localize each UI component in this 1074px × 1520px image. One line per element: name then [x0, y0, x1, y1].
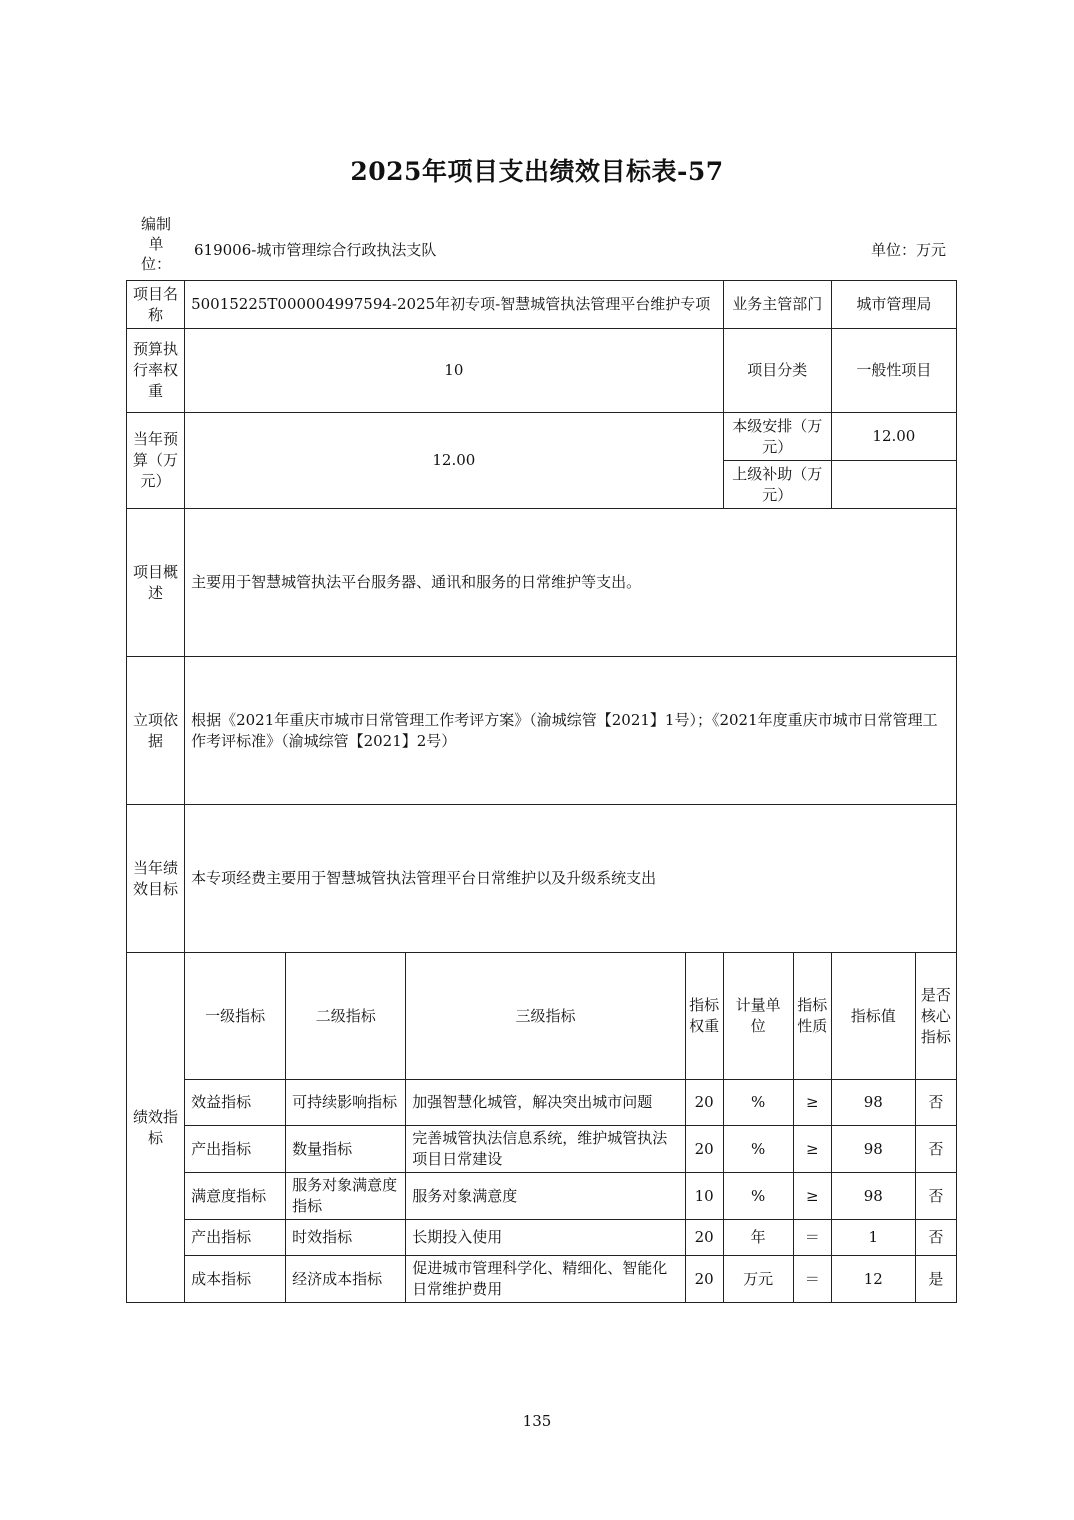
indicator-unit: % — [723, 1173, 793, 1220]
indicator-nature: ≥ — [793, 1173, 831, 1220]
header-unit: 计量单位 — [723, 953, 793, 1080]
indicator-core: 是 — [915, 1256, 956, 1303]
unit-label-line: 单 — [148, 235, 164, 253]
exec-weight-label: 预算执行率权重 — [127, 329, 185, 413]
dept-label: 业务主管部门 — [723, 281, 831, 329]
indicator-value: 98 — [831, 1126, 915, 1173]
indicator-value: 98 — [831, 1080, 915, 1126]
indicator-weight: 20 — [685, 1256, 723, 1303]
indicator-l2: 数量指标 — [286, 1126, 406, 1173]
header-weight: 指标权重 — [685, 953, 723, 1080]
table-row — [127, 1256, 957, 1303]
unit-label — [136, 214, 176, 274]
indicator-unit: 万元 — [723, 1256, 793, 1303]
indicator-l3: 完善城管执法信息系统，维护城管执法项目日常建设 — [406, 1126, 685, 1173]
goal-text: 本专项经费主要用于智慧城管执法管理平台日常维护以及升级系统支出 — [185, 805, 957, 953]
overview-text: 主要用于智慧城管执法平台服务器、通讯和服务的日常维护等支出。 — [185, 509, 957, 657]
header-value: 指标值 — [831, 953, 915, 1080]
indicator-nature: ≥ — [793, 1126, 831, 1173]
table-row — [127, 1126, 957, 1173]
header-core: 是否核心指标 — [915, 953, 956, 1080]
indicator-core: 否 — [915, 1126, 956, 1173]
indicator-nature: ≥ — [793, 1080, 831, 1126]
indicator-l2: 时效指标 — [286, 1220, 406, 1256]
exec-weight-value: 10 — [185, 329, 724, 413]
unit-measure: 单位：万元 — [870, 241, 946, 259]
budget-value: 12.00 — [185, 413, 724, 509]
indicator-unit: % — [723, 1126, 793, 1173]
indicator-core: 否 — [915, 1173, 956, 1220]
indicator-l1: 效益指标 — [185, 1080, 286, 1126]
page-title: 2025年项目支出绩效目标表-57 — [350, 157, 724, 186]
indicator-unit: 年 — [723, 1220, 793, 1256]
header-level3: 三级指标 — [406, 953, 685, 1080]
indicator-value: 1 — [831, 1220, 915, 1256]
budget-label: 当年预算（万元） — [127, 413, 185, 509]
indicator-l3: 促进城市管理科学化、精细化、智能化日常维护费用 — [406, 1256, 685, 1303]
indicator-nature: ＝ — [793, 1256, 831, 1303]
indicator-nature: ＝ — [793, 1220, 831, 1256]
upper-label: 上级补助（万元） — [723, 461, 831, 509]
header-nature: 指标性质 — [793, 953, 831, 1080]
indicator-l2: 服务对象满意度指标 — [286, 1173, 406, 1220]
local-label: 本级安排（万元） — [723, 413, 831, 461]
header-level2: 二级指标 — [286, 953, 406, 1080]
indicators-label: 绩效指标 — [127, 953, 185, 1303]
indicator-core: 否 — [915, 1220, 956, 1256]
indicator-l1: 满意度指标 — [185, 1173, 286, 1220]
indicator-l2: 可持续影响指标 — [286, 1080, 406, 1126]
table-row — [127, 1080, 957, 1126]
indicator-l2: 经济成本指标 — [286, 1256, 406, 1303]
indicator-unit: % — [723, 1080, 793, 1126]
indicator-l3: 服务对象满意度 — [406, 1173, 685, 1220]
indicator-l3: 长期投入使用 — [406, 1220, 685, 1256]
performance-table — [126, 280, 957, 1303]
basis-text: 根据《2021年重庆市城市日常管理工作考评方案》（渝城综管【2021】1号）；《2021年度重庆市城市日常管理工作考评标准》（渝城综管【2021】2号） — [185, 657, 957, 805]
indicator-value: 98 — [831, 1173, 915, 1220]
local-value: 12.00 — [831, 413, 956, 461]
indicator-weight: 10 — [685, 1173, 723, 1220]
upper-value — [831, 461, 956, 509]
unit-name: 619006-城市管理综合行政执法支队 — [194, 241, 437, 259]
category-value: 一般性项目 — [831, 329, 956, 413]
header-level1: 一级指标 — [185, 953, 286, 1080]
indicator-core: 否 — [915, 1080, 956, 1126]
unit-label-line: 位： — [140, 255, 171, 273]
basis-label: 立项依据 — [127, 657, 185, 805]
indicator-weight: 20 — [685, 1126, 723, 1173]
indicator-l3: 加强智慧化城管，解决突出城市问题 — [406, 1080, 685, 1126]
indicator-weight: 20 — [685, 1220, 723, 1256]
project-name: 50015225T000004997594-2025年初专项-智慧城管执法管理平台维护专项 — [185, 281, 724, 329]
indicator-l1: 成本指标 — [185, 1256, 286, 1303]
dept-value: 城市管理局 — [831, 281, 956, 329]
table-row — [127, 1220, 957, 1256]
goal-label: 当年绩效目标 — [127, 805, 185, 953]
overview-label: 项目概述 — [127, 509, 185, 657]
indicator-weight: 20 — [685, 1080, 723, 1126]
page-number: 135 — [522, 1412, 552, 1430]
unit-label-line: 编制 — [140, 215, 171, 233]
table-row — [127, 1173, 957, 1220]
indicator-value: 12 — [831, 1256, 915, 1303]
project-name-label: 项目名称 — [127, 281, 185, 329]
indicator-l1: 产出指标 — [185, 1220, 286, 1256]
category-label: 项目分类 — [723, 329, 831, 413]
indicator-l1: 产出指标 — [185, 1126, 286, 1173]
